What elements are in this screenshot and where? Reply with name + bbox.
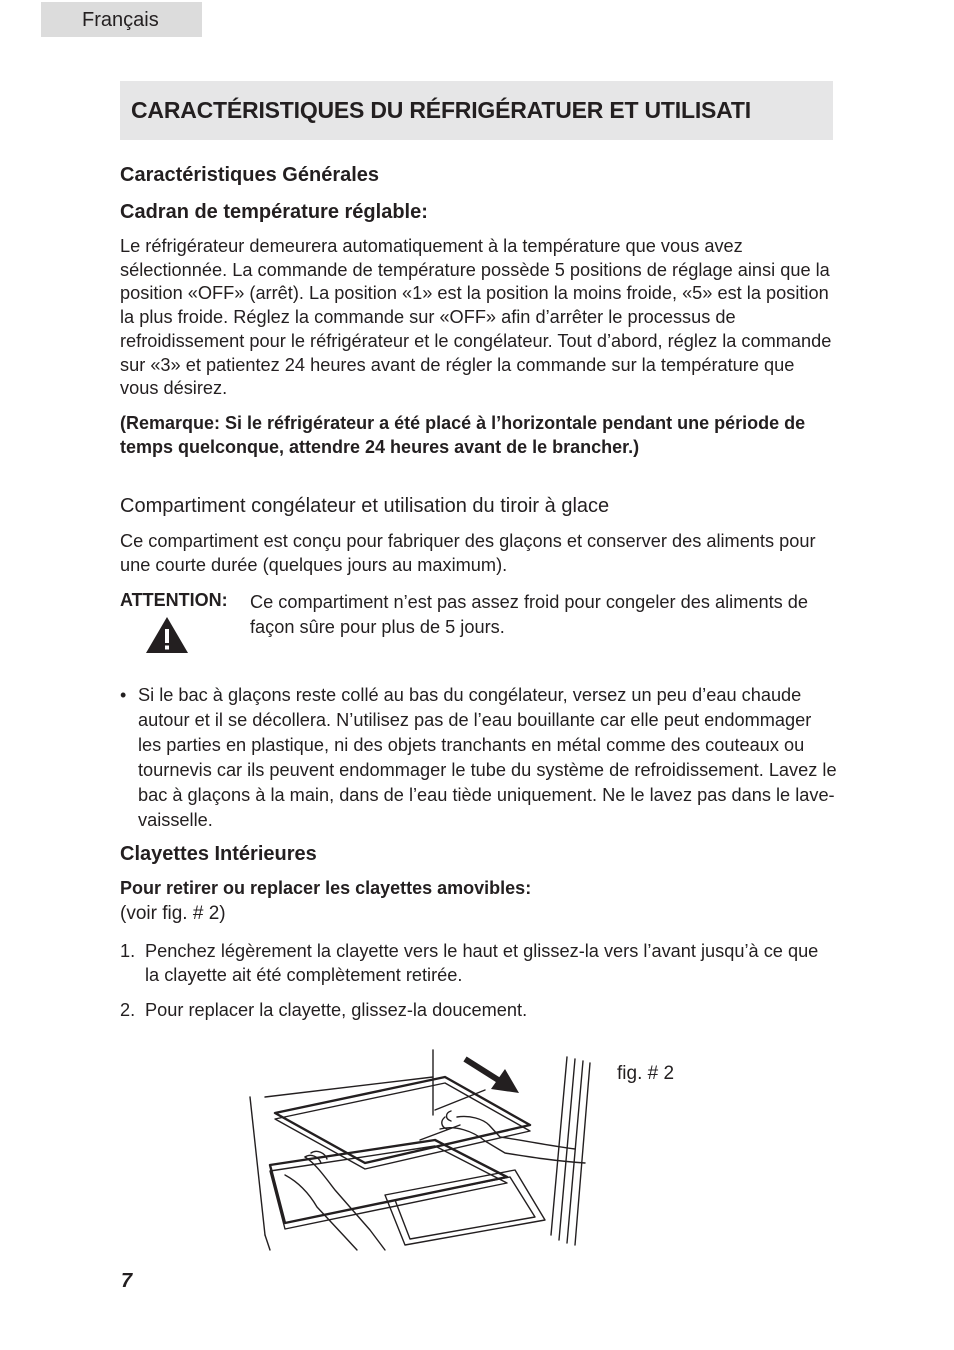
step-number: 2. [120, 1000, 136, 1020]
step-text: Penchez légèrement la clayette vers le haut et glissez-la vers l’avant jusqu’à ce que la clayette ait été complètement retirée. [145, 941, 819, 985]
attention-text: Ce compartiment n’est pas assez froid pour congeler des aliments de façon sûre pour plus de 5 jours. [250, 592, 809, 637]
language-label: Français [82, 9, 159, 31]
shelves-heading: Clayettes Intérieures [120, 843, 317, 865]
shelf-removal-illustration [245, 1045, 595, 1255]
note-paragraph: (Remarque: Si le réfrigérateur a été placé à l’horizontale pendant une période de temps quelconque, attendre 24 heures avant de le brancher.) [120, 413, 806, 457]
dial-paragraph: Le réfrigérateur demeurera automatiquement à la température que vous avez sélectionnée. La commande de température possède 5 positions de réglage ainsi que la position «OFF» (arrêt). La position «1» est la position la moins froide, «5» est la position la plus froide. Réglez la commande sur «OFF» afin d’arrêter le processus de refroidissement pour le réfrigérateur et le congélateur. Tout d’abord, réglez la commande sur «3» et patientez 24 heures avant de régler la commande sur la température que vous désirez. [120, 236, 832, 399]
bullet-text: Si le bac à glaçons reste collé au bas du congélateur, versez un peu d’eau chaude autour et il se décollera. N’utilisez pas de l’eau bouillante car elle peut endommager les parties en plastique, ni des objets tranchants en métal comme des couteaux ou tournevis car ils peuvent endommager le tube du système de refroidissement. Lavez le bac à glaçons à la main, dans de l’eau tiède uniquement. Ne le lavez pas dans le lave-vaisselle. [138, 685, 837, 830]
step-text: Pour replacer la clayette, glissez-la doucement. [145, 1000, 528, 1020]
dial-heading: Cadran de température réglable: [120, 201, 428, 223]
page-number: 7 [121, 1270, 133, 1292]
warning-triangle-icon [145, 616, 189, 654]
section-title: CARACTÉRISTIQUES DU RÉFRIGÉRATUER ET UTILISATI [131, 97, 751, 123]
see-figure-reference: (voir fig. # 2) [120, 903, 226, 924]
freezer-heading: Compartiment congélateur et utilisation du tiroir à glace [120, 495, 610, 517]
shelves-subheading: Pour retirer ou replacer les clayettes amovibles: [120, 878, 532, 898]
section-banner [120, 81, 833, 140]
freezer-paragraph: Ce compartiment est conçu pour fabriquer des glaçons et conserver des aliments pour une courte durée (quelques jours au maximum). [120, 531, 816, 575]
figure-label: fig. # 2 [617, 1063, 675, 1084]
step-number: 1. [120, 941, 136, 961]
general-heading: Caractéristiques Générales [120, 164, 380, 186]
language-tab [41, 2, 202, 37]
attention-label: ATTENTION: [120, 590, 228, 610]
bullet-marker: • [120, 685, 127, 705]
